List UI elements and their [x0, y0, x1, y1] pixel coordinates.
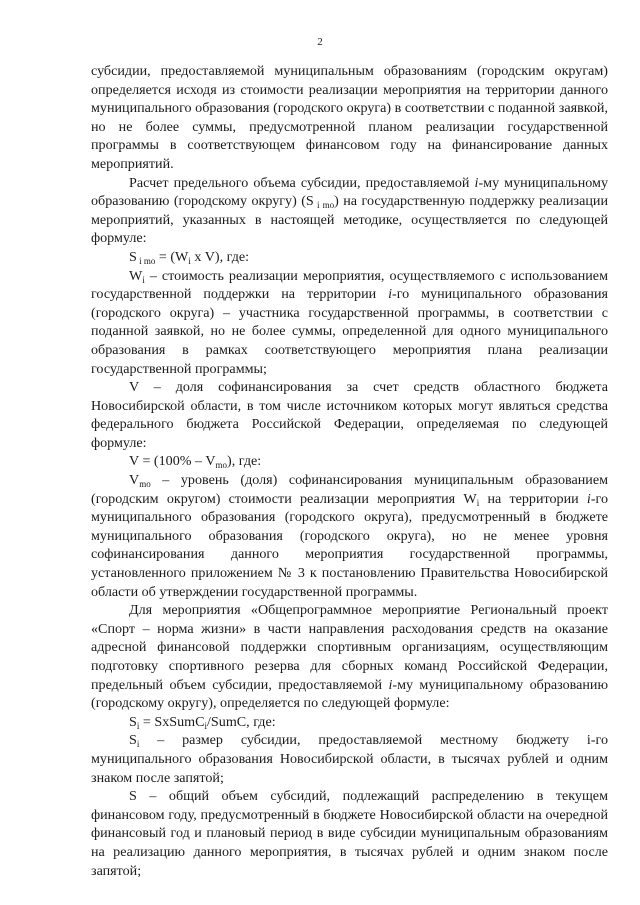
paragraph-v-definition: V – доля софинансирования за счет средств областного бюджета Новосибирской области, в том числе источником которых могут являться средства федерального бюджета Российской Федерации, определяемая по следующей формуле: — [91, 379, 608, 451]
paragraph-subsidy-definition: субсидии, предоставляемой муниципальным образованиям (городским округам) определяется исходя из стоимости реализации мероприятия на территории данного муниципального образования (городского округа) в соответствии с поданной заявкой, но не более суммы, предусмотренной планом реализации государственной программы в соответствующем финансовом году на финансирование данных мероприятий. — [91, 63, 608, 172]
paragraph-calculation-intro: Расчет предельного объема субсидии, предоставляемой i-му муниципальному образованию (городскому округу) (S $_{i mo}$) на государственную поддержку реализации мероприятий, указанных в настоящей методике, осуществляется по следующей формуле: — [91, 174, 608, 247]
paragraph-si-definition: $S_i$ – размер субсидии, предоставляемой местному бюджету i-го муниципального образования Новосибирской области, в тысячах рублей и одним знаком после запятой; — [91, 732, 608, 786]
page-number: 2 — [317, 36, 323, 48]
formula-subsidy: S $_{i mo} = (W_i$ x V), где: — [129, 248, 250, 266]
formula-si: $S_i$ = SxSumC$_i$/SumC, где: — [129, 713, 276, 731]
paragraph-wi-definition: $W_i$ – стоимость реализации мероприятия, осуществляемого с использованием государственной поддержки на территории i-го муниципального образования (городского округа) – участника государственной программы, в соответствии с поданной заявкой, но не более суммы, определенной для одного муниципального образования в рамках соответствующего мероприятия плана реализации государственной программы; — [91, 267, 608, 377]
paragraph-vmo-definition: $V_{mo}$ – уровень (доля) софинансирования муниципальным образованием (городским округом) стоимости реализации мероприятия $W_i$ на территории i-го муниципального образования (городского округа), предусмотренный в бюджете муниципального образования (городского округа), но не менее уровня софинансирования данного мероприятия государственной программы, установленного приложением № 3 к постановлению Правительства Новосибирской области об утверждении государственной программы. — [91, 472, 608, 600]
paragraph-s-definition: S – общий объем субсидий, подлежащий распределению в текущем финансовом году, предусмотренный в бюджете Новосибирской области на очередной финансовый год и плановый период в виде субсидии муниципальным образованиям на реализацию данного мероприятия, в тысячах рублей и одним знаком после запятой; — [91, 788, 608, 879]
paragraph-sport-measure: Для мероприятия «Общепрограммное мероприятие Региональный проект «Спорт – норма жизни» в части направления расходования средств на оказание адресной финансовой поддержки спортивным организациям, осуществляющим подготовку спортивного резерва для сборных команд Российской Федерации, предельный объем субсидии, предоставляемой i-му муниципальному образованию (городскому округу), определяется по следующей формуле: — [91, 602, 608, 712]
document-body — [91, 62, 608, 880]
formula-v: $V = (100\% - V_{mo})$, где: — [129, 453, 262, 471]
